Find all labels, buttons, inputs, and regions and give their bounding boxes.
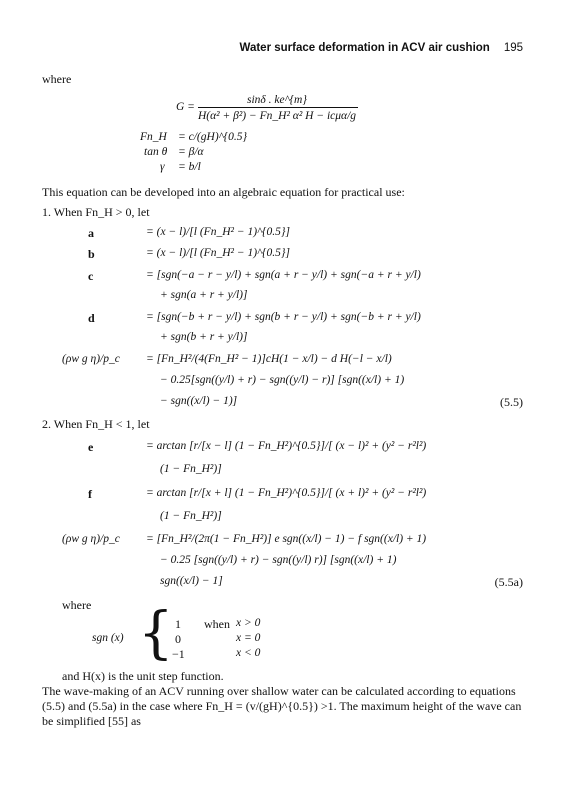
case-1-heading: 1. When Fn_H > 0, let [42,205,150,219]
equation-number-5-5a: (5.5a) [494,575,523,589]
eq-f-line2: (1 − Fn_H²)] [160,510,222,522]
eq-pressure-1-line2: − 0.25[sgn((y/l) + r) − sgn((y/l) − r)] [sgn((x/l) + 1) [160,374,405,386]
g-numerator: sinδ . ke^{m} [247,94,307,106]
eq-e-line1: = arctan [r/[x − l] (1 − Fn_H²)^{0.5}]/[ (x − l)² + (y² − r²l²) [146,440,427,452]
label-b: b [88,247,95,261]
eq-pressure-2-line1: = [Fn_H²/(2π(1 − Fn_H²)] e sgn((x/l) − 1) − f sgn((x/l) + 1) [146,533,427,545]
sgn-case-1-cond: x > 0 [236,617,261,629]
g-label: G = [176,101,195,113]
label-e: e [88,440,94,454]
tan-rhs: = β/α [178,146,204,158]
eq-d-line1: = [sgn(−b + r − y/l) + sgn(b + r − y/l) + sgn(−b + r + y/l) [146,311,421,323]
eq-pressure-1-line1: = [Fn_H²/(4(Fn_H² − 1)]cH(1 − x/l) − d H(−l − x/l) [146,353,392,365]
left-brace: { [138,601,174,666]
sgn-case-3-value: −1 [172,647,185,661]
eq-pressure-1-line3: − sgn((x/l) − 1)] [160,395,238,407]
g-denominator: H(α² + β²) − Fn_H² α² H − icμα/g [198,110,357,122]
tan-lhs: tan θ [144,146,168,158]
fnh-lhs: Fn_H [140,131,167,143]
fnh-rhs: = c/(gH)^{0.5} [178,131,248,143]
sgn-case-3-cond: x < 0 [236,647,261,659]
header-title: Water surface deformation in ACV air cushion [239,42,490,54]
label-f: f [88,487,92,501]
sgn-case-2-cond: x = 0 [236,632,261,644]
label-pressure-2: (ρw g η)/p_c [62,533,120,545]
sgn-lhs: sgn (x) [92,632,124,644]
gamma-lhs: γ [160,161,165,173]
sgn-case-1-when: when [204,617,230,631]
paragraph-final: The wave-making of an ACV running over shallow water can be calculated according to equations (5.5) and (5.5a) in the case where Fn_H = (v/(gH)^{0.5}) >1. The maximum height of the wave can be simplified [55] as [42,684,522,728]
eq-pressure-2-line2: − 0.25 [sgn((y/l) + r) − sgn((y/l) r)] [sgn((x/l) + 1) [160,554,397,566]
label-a: a [88,226,94,240]
where-label: where [42,72,72,86]
case-2-heading: 2. When Fn_H < 1, let [42,417,150,431]
running-header [240,42,523,54]
sgn-case-2-value: 0 [175,632,181,646]
label-d: d [88,311,95,325]
eq-b: = (x − l)/[l (Fn_H² − 1)^{0.5}] [146,247,290,259]
eq-d-line2: + sgn(b + r + y/l)] [160,331,248,343]
eq-c-line1: = [sgn(−a − r − y/l) + sgn(a + r − y/l) + sgn(−a + r + y/l) [146,269,421,281]
where-label-2: where [62,598,92,612]
paragraph-1: This equation can be developed into an algebraic equation for practical use: [42,185,405,199]
page-number: 195 [503,42,523,54]
sgn-case-1-value: 1 [175,617,181,631]
eq-c-line2: + sgn(a + r + y/l)] [160,289,248,301]
label-pressure-1: (ρw g η)/p_c [62,353,120,365]
eq-e-line2: (1 − Fn_H²)] [160,463,222,475]
eq-a: = (x − l)/[l (Fn_H² − 1)^{0.5}] [146,226,290,238]
gamma-rhs: = b/l [178,161,201,173]
fraction-bar [198,107,358,108]
equation-number-5-5: (5.5) [500,395,523,409]
eq-f-line1: = arctan [r/[x + l] (1 − Fn_H²)^{0.5}]/[ (x + l)² + (y² − r²l²) [146,487,427,499]
eq-pressure-2-line3: sgn((x/l) − 1] [160,575,223,587]
label-c: c [88,269,94,283]
heaviside-note: and H(x) is the unit step function. [62,669,224,683]
